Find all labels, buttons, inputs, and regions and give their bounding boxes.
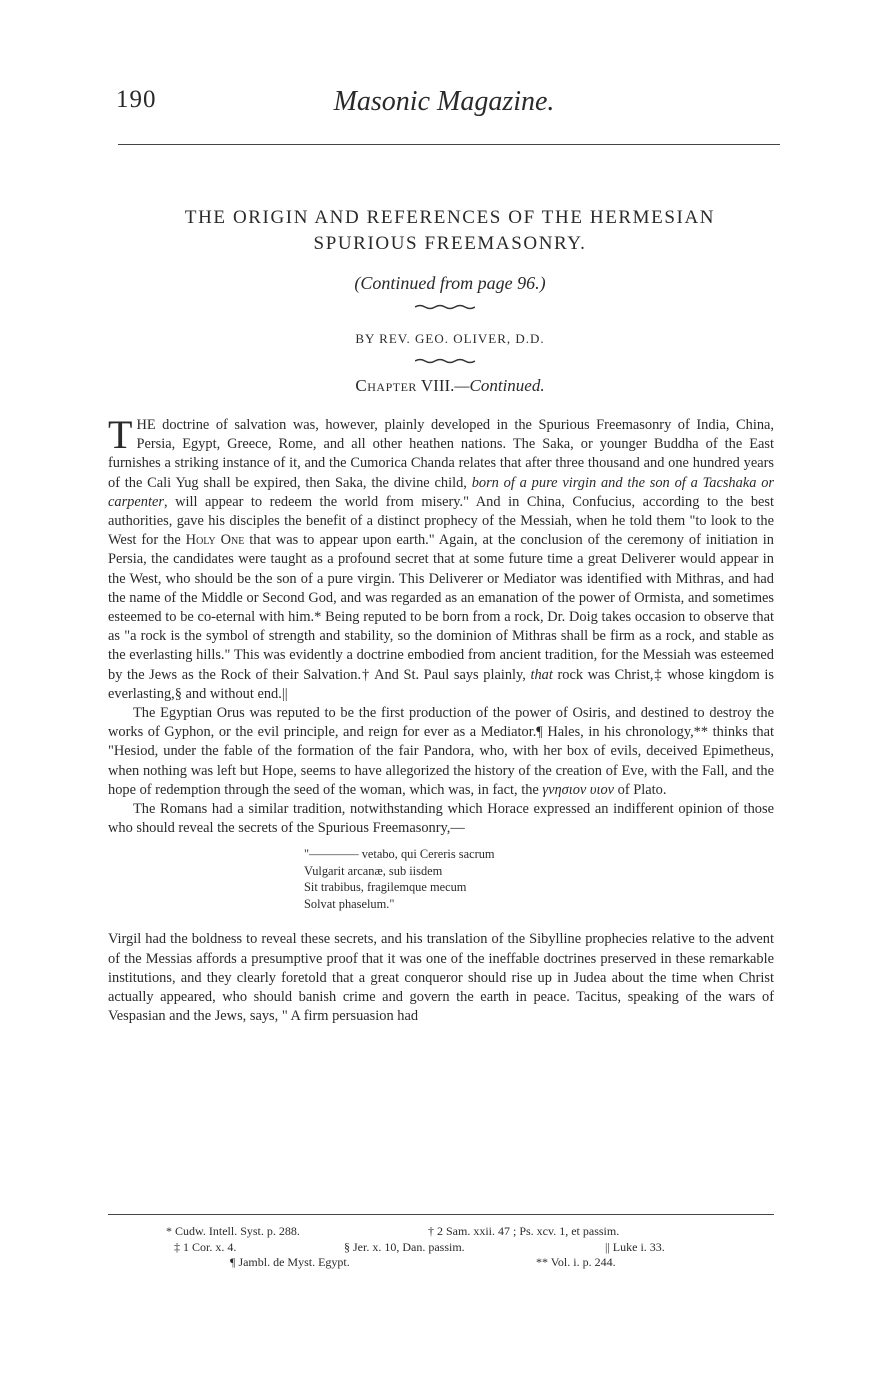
running-title: Masonic Magazine. — [333, 86, 555, 117]
paragraph-2 — [108, 704, 774, 800]
paragraph-text: that was to appear upon earth." Again, at the conclusion of the ceremony of initiation in Persia, the candidates were taught as a profound secret that at some future time a great Deliverer would appear in the West, who should be the son of a pure virgin. This Deliverer or Mediator was identified with Mithras, and had the name of the Middle or Second God, and was regarded as an emanation of the power of Ormista, and sometimes esteemed to be co-eternal with him.* Being reputed to be born from a rock, Dr. Doig takes occasion to observe that as "a rock is the symbol of strength and stability, so the dominion of Mithras shall be firm as a rock, and stable as the everlasting hills." This was evidently a doctrine embodied from ancient tradition, for the Messiah was esteemed by the Jews as the Rock of their Salvation.† And St. Paul says plainly, — [108, 532, 774, 683]
footnotes — [108, 1224, 774, 1271]
paragraph-3: The Romans had a similar tradition, notwithstanding which Horace expressed an indifferent opinion of those who should reveal the secrets of the Spurious Freemasonry,— — [108, 801, 774, 837]
paragraph-1 — [108, 412, 775, 704]
footnote: † 2 Sam. xxii. 47 ; Ps. xcv. 1, et passim. — [428, 1224, 620, 1238]
small-caps-phrase: Holy One — [185, 532, 245, 549]
footnote-row — [108, 1224, 774, 1240]
italic-phrase: that — [530, 666, 553, 683]
paragraph-text: rock was Christ,‡ whose kingdom is everlasting,§ and without end.|| — [108, 666, 774, 702]
article-title — [100, 205, 800, 257]
italic-phrase: born of a pure virgin and the son of a Tacshaka or carpenter — [108, 474, 775, 510]
footnote-row — [108, 1255, 774, 1271]
ornament-divider — [415, 304, 475, 310]
chapter-number: VIII. — [420, 376, 455, 395]
author-byline: BY REV. GEO. OLIVER, D.D. — [355, 331, 545, 346]
chapter-word: Chapter — [355, 376, 417, 395]
verse-line: "———— vetabo, qui Cereris sacrum — [304, 847, 495, 862]
greek-phrase: γνησιον υιον — [542, 781, 615, 798]
ornament-divider — [415, 358, 475, 364]
footnote-row — [108, 1240, 774, 1256]
footnote: § Jer. x. 10, Dan. passim. — [344, 1239, 465, 1254]
verse-quotation — [304, 846, 774, 912]
footnote: ¶ Jambl. de Myst. Egypt. — [230, 1255, 350, 1270]
verse-line: Solvat phaselum." — [304, 896, 395, 911]
chapter-heading — [100, 376, 800, 396]
paragraph-4: Virgil had the boldness to reveal these secrets, and his translation of the Sibylline prophecies relative to the advent of the Messias affords a presumptive proof that it was one of the ineffable doctrines preserved in these remarkable institutions, and they clearly foretold that a great conqueror should rise up in Judea about the time when Christ actually appeared, who should banish crime and govern the earth in peace. Tacitus, speaking of the wars of Vespasian and the Jews, says, " A firm persuasion had — [108, 931, 774, 1025]
page-header — [110, 80, 778, 120]
paragraph-text: The Egyptian Orus was reputed to be the first production of the power of Osiris, and destined to destroy the works of Gyphon, or the evil principle, and reign for ever as a Mediator.¶ Hales, in his chronology,** thinks that "Hesiod, under the fable of the formation of the fair Pandora, who, with her box of evils, deceived Epimetheus, when nothing was left but Hope, seems to have allegorized the history of the creation of Eve, with the Fall, and the hope of redemption through the seed of the woman, which was, in fact, the — [108, 705, 774, 798]
article-title-line-1: THE ORIGIN AND REFERENCES OF THE HERMESIAN — [184, 207, 716, 228]
verse-line: Vulgarit arcanæ, sub iisdem — [304, 863, 443, 878]
chapter-continued: —Continued. — [454, 376, 545, 395]
footnote: * Cudw. Intell. Syst. p. 288. — [166, 1224, 300, 1238]
footnote: ‡ 1 Cor. x. 4. — [174, 1239, 237, 1254]
article-body — [108, 412, 775, 1026]
continued-note: (Continued from page 96.) — [354, 273, 546, 293]
article-title-line-2: SPURIOUS FREEMASONRY. — [313, 233, 587, 254]
paragraph-text: , will appear to redeem the world from misery." And in China, Confucius, according to the best authorities, gave his disciples the benefit of a distinct prophecy of the Messiah, when he told them "to look to the West for the — [108, 493, 774, 549]
header-rule — [118, 144, 780, 145]
drop-cap: T — [108, 412, 133, 457]
footnote: || Luke i. 33. — [605, 1239, 665, 1254]
footnote-rule — [108, 1214, 774, 1215]
paragraph-text: HE doctrine of salvation was, however, plainly developed in the Spurious Freemasonry of India, China, Persia, Egypt, Greece, Rome, and all other heathen nations. The Saka, or younger Buddha of the East furnishes a striking instance of it, and the Cumorica Chanda relates that after three thousand and one hundred years of the Cali Yug shall be expired, then Saka, the divine child, — [108, 417, 774, 491]
verse-line: Sit trabibus, fragilemque mecum — [304, 880, 467, 895]
footnote: ** Vol. i. p. 244. — [536, 1255, 616, 1270]
paragraph-text: of Plato. — [614, 781, 667, 798]
page-number: 190 — [116, 86, 157, 113]
